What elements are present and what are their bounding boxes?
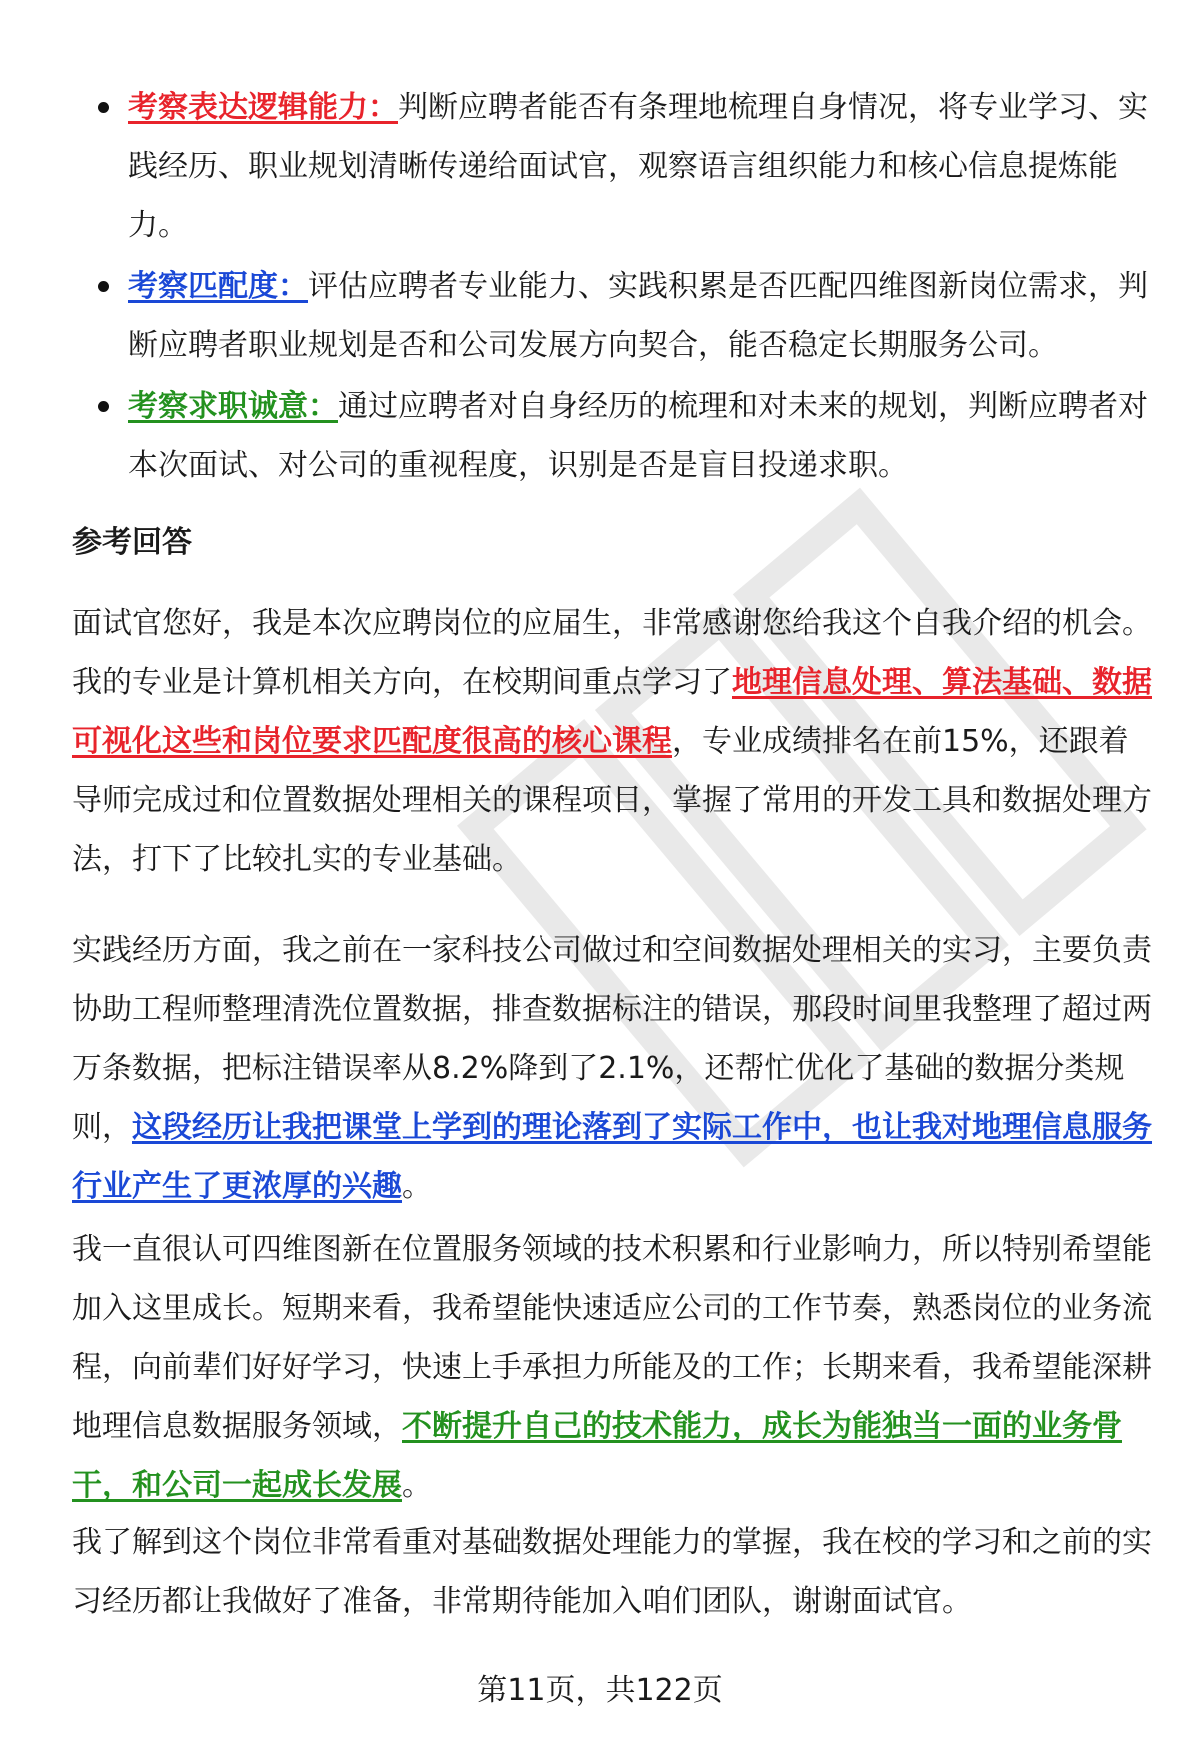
answer-paragraph	[72, 1513, 1152, 1631]
criterion-label: 考察表达逻辑能力：	[128, 90, 398, 125]
answer-highlight: 不断提升自己的技术能力，成长为能独当一面的业务骨干，和公司一起成长发展	[72, 1409, 1122, 1503]
section-title: 参考回答	[72, 525, 192, 560]
answer-text: 我了解到这个岗位非常看重对基础数据处理能力的掌握，我在校的学习和之前的实习经历都让我做好了准备，非常期待能加入咱们团队，谢谢面试官。	[72, 1525, 1152, 1619]
answer-paragraph	[72, 921, 1152, 1216]
bullet-dot-icon	[98, 401, 109, 412]
list-item	[70, 257, 1150, 375]
answer-highlight: 这段经历让我把课堂上学到的理论落到了实际工作中，也让我对地理信息服务行业产生了更浓厚的兴趣	[72, 1110, 1152, 1204]
criterion-text: 判断应聘者能否有条理地梳理自身情况，将专业学习、实践经历、职业规划清晰传递给面试官，观察语言组织能力和核心信息提炼能力。	[128, 90, 1148, 243]
criterion-text: 通过应聘者对自身经历的梳理和对未来的规划，判断应聘者对本次面试、对公司的重视程度，识别是否是盲目投递求职。	[128, 389, 1148, 483]
list-item	[70, 78, 1150, 255]
criterion-label: 考察匹配度：	[128, 269, 308, 304]
answer-text: 。	[402, 1169, 432, 1204]
answer-text: 我一直很认可四维图新在位置服务领域的技术积累和行业影响力，所以特别希望能加入这里成长。短期来看，我希望能快速适应公司的工作节奏，熟悉岗位的业务流程，向前辈们好好学习，快速上手承担力所能及的工作；长期来看，我希望能深耕地理信息数据服务领域，	[72, 1232, 1152, 1444]
bullet-dot-icon	[98, 102, 109, 113]
answer-highlight: 地理信息处理、算法基础、数据可视化这些和岗位要求匹配度很高的核心课程	[72, 665, 1152, 759]
criterion-label: 考察求职诚意：	[128, 389, 338, 424]
criteria-list	[70, 78, 1150, 497]
answer-paragraph	[72, 1220, 1152, 1515]
answer-text: ，专业成绩排名在前15%，还跟着导师完成过和位置数据处理相关的课程项目，掌握了常用的开发工具和数据处理方法，打下了比较扎实的专业基础。	[72, 724, 1152, 877]
answer-text: 。	[402, 1468, 432, 1503]
list-item	[70, 377, 1150, 495]
bullet-dot-icon	[98, 281, 109, 292]
criterion-text: 评估应聘者专业能力、实践积累是否匹配四维图新岗位需求，判断应聘者职业规划是否和公司发展方向契合，能否稳定长期服务公司。	[128, 269, 1148, 363]
answer-paragraph	[72, 594, 1152, 889]
page-number: 第11页，共122页	[477, 1673, 723, 1708]
answer-text: 面试官您好，我是本次应聘岗位的应届生，非常感谢您给我这个自我介绍的机会。我的专业是计算机相关方向，在校期间重点学习了	[72, 606, 1152, 700]
answer-text: 实践经历方面，我之前在一家科技公司做过和空间数据处理相关的实习，主要负责协助工程师整理清洗位置数据，排查数据标注的错误，那段时间里我整理了超过两万条数据，把标注错误率从8.2%降到了2.1%，还帮忙优化了基础的数据分类规则，	[72, 933, 1152, 1145]
